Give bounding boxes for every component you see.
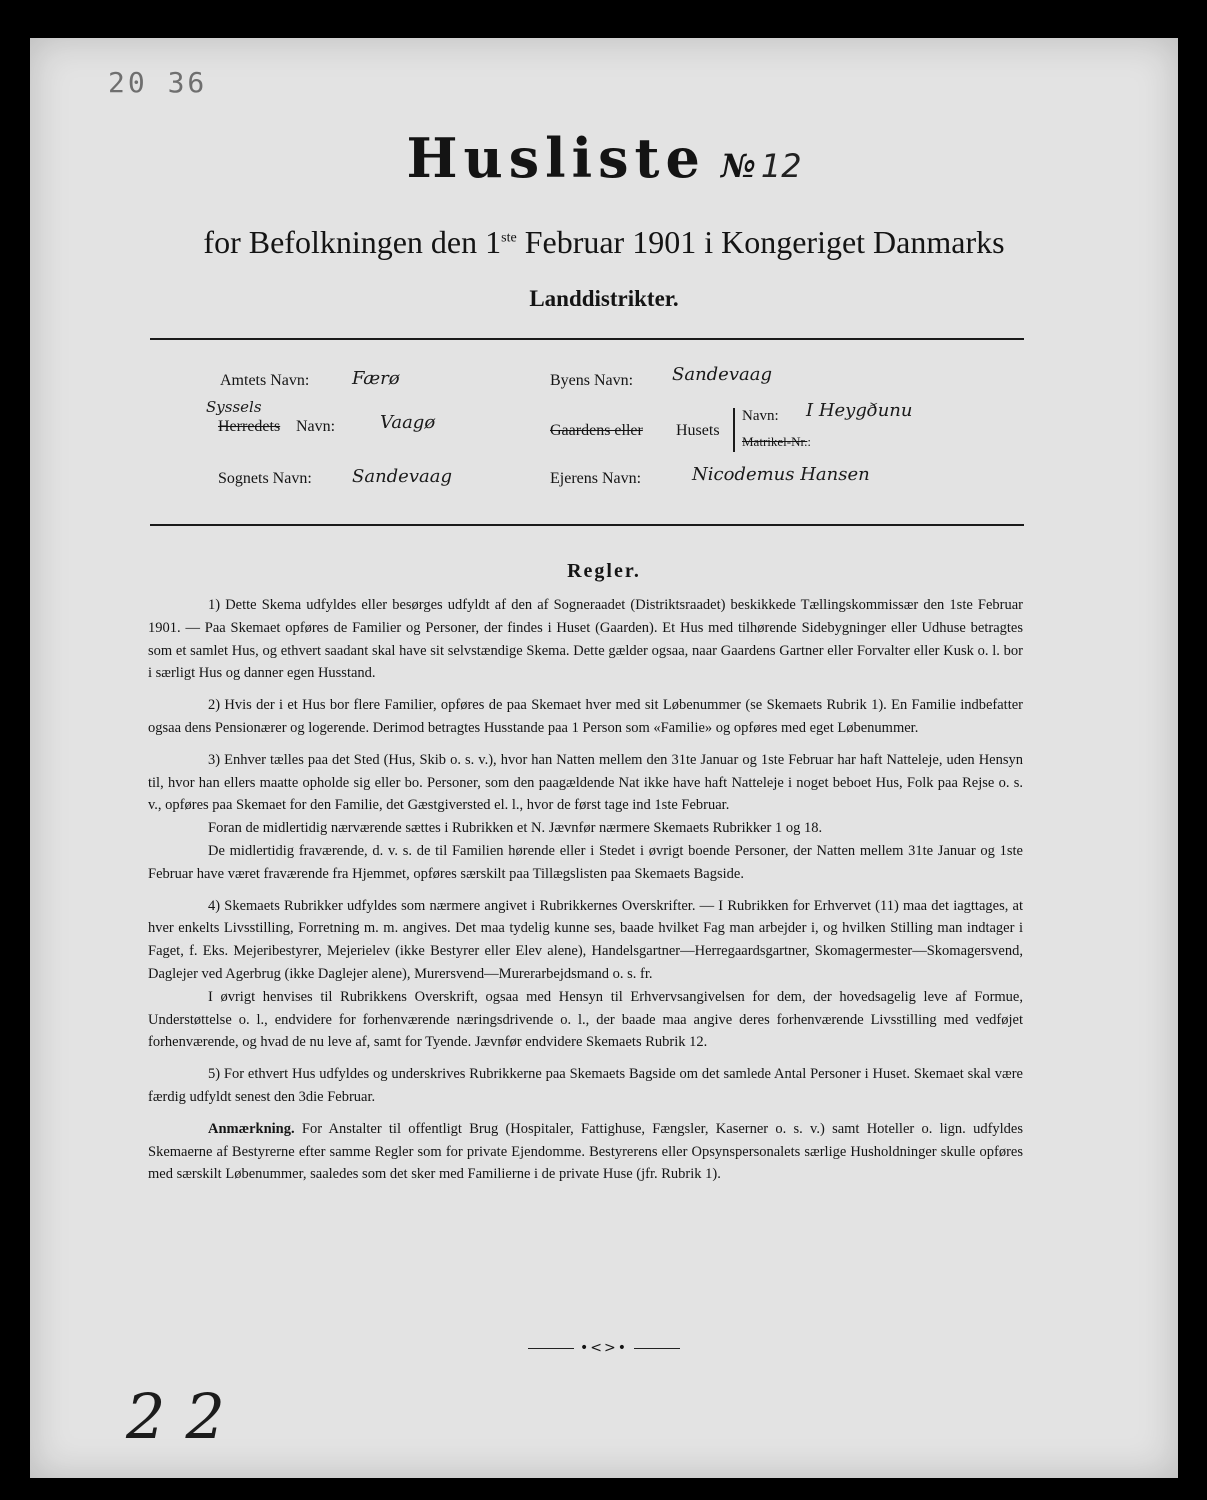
pencil-page-number: 22 <box>126 1380 245 1453</box>
rule-4b: I øvrigt henvises til Rubrikkens Overskrift, ogsaa med Hensyn til Erhvervsangivelsen for dem, der hovedsagelig leve af Formue, Understøttelse o. l., endvidere for forhenværende næringsdrivende o. l., der baade maa angive deres forhenværende Livsstilling med vedføjet forhenværende, og hvad de nu leve af, samt for Tyende. Jævnfør endvidere Skemaets Rubrik 12. <box>148 988 1023 1051</box>
rules-heading: Regler. <box>567 560 641 582</box>
amt-label: Amtets Navn: <box>220 372 310 389</box>
ornament-line-right <box>634 1348 680 1349</box>
hus-label: Husets <box>676 422 720 439</box>
ejer-label: Ejerens Navn: <box>550 470 642 487</box>
brace-line <box>733 408 735 452</box>
section-heading: Landdistrikter. <box>529 286 679 311</box>
matrikel-field <box>742 434 811 450</box>
ejer-value: Nicodemus Hansen <box>692 464 870 485</box>
herred-handwritten: Syssels <box>206 398 262 416</box>
ornament-glyph: •<>• <box>580 1340 628 1356</box>
note-label: Anmærkning. <box>208 1120 295 1137</box>
subtitle-sup: ste <box>501 230 517 246</box>
rules-body <box>148 594 1023 1195</box>
by-label: Byens Navn: <box>550 372 634 389</box>
number-value: 12 <box>760 147 802 185</box>
divider-bottom <box>150 524 1024 526</box>
sogn-label: Sognets Navn: <box>218 470 312 487</box>
navn-label: Navn: <box>742 408 779 424</box>
number-label: № <box>720 147 756 185</box>
matrikel-colon: : <box>807 434 811 449</box>
herred-label: Navn: <box>296 418 336 435</box>
page-title: Husliste <box>406 126 706 190</box>
rule-5: 5) For ethvert Hus udfyldes og underskrives Rubrikkerne paa Skemaets Bagside om det samlede Antal Personer i Huset. Skemaet skal være færdig udfyldt senest den 3die Februar. <box>148 1066 1023 1105</box>
rule-3c: De midlertidig fraværende, d. v. s. de til Familien hørende eller i Stedet i øvrigt boende Personer, der Natten mellem 31te Januar og 1ste Februar have været fraværende fra Hjemmet, opføres særskilt paa Tillægslisten paa Skemaets Bagside. <box>148 842 1023 882</box>
matrikel-struck: Matrikel-Nr. <box>742 434 808 449</box>
ornament-line-left <box>528 1348 574 1349</box>
rule-2: 2) Hvis der i et Hus bor flere Familier, opføres de paa Skemaet hver med sit Løbenummer (se Skemaets Rubrik 1). En Familie indbefatter ogsaa dens Pensionærer og logerende. Derimod betragtes Husstande paa 1 Person som «Familie» og opføres med eget Løbenummer. <box>148 697 1023 736</box>
pencil-archive-number: 20 36 <box>108 66 208 99</box>
title-block <box>30 126 1178 190</box>
rule-4a: 4) Skemaets Rubrikker udfyldes som nærmere angivet i Rubrikkernes Overskrifter. — I Rubrikken for Erhvervet (11) maa det iagttages, at hver enkelts Livsstilling, Forretning m. m. angives. Det maa tydelig kunne ses, baade hvilket Fag man arbejder i, og hvilken Stilling man indtager i Faget, f. Eks. Mejeribestyrer, Mejerielev (ikke Bestyrer eller Elev alene), Handelsgartner—Herregaardsgartner, Skomagermester—Skomagersvend, Daglejer ved Agerbrug (ikke Daglejer alene), Murersvend—Murerarbejdsmand o. s. fr. <box>148 897 1023 982</box>
herred-struck: Herredets <box>218 418 281 435</box>
census-form-page <box>30 38 1178 1478</box>
herred-value: Vaagø <box>380 412 436 433</box>
ornament-divider <box>30 1340 1178 1356</box>
note-text: For Anstalter til offentligt Brug (Hospitaler, Fattighuse, Fængsler, Kaserner o. s. v.) samt Hoteller o. lign. udfyldes Skemaerne af Bestyrerne efter samme Regler som for private Ejendomme. Bestyrerens eller Opsynspersonalets særlige Husholdninger skulle opføres med særskilt Løbenummer, saaledes som det sker med Familierne i de private Huse (jfr. Rubrik 1). <box>148 1120 1023 1183</box>
note-paragraph <box>148 1118 1023 1186</box>
subtitle-post: Februar 1901 i Kongeriget Danmarks <box>516 224 1005 260</box>
navn-value: I Heygðunu <box>806 400 913 421</box>
rule-3b: Foran de midlertidig nærværende sættes i Rubrikken et N. Jævnfør nærmere Skemaets Rubrikker 1 og 18. <box>208 820 823 837</box>
amt-value: Færø <box>352 368 400 389</box>
rule-1: 1) Dette Skema udfyldes eller besørges udfyldt af den af Sogneraadet (Distriktsraadet) beskikkede Tællingskommissær den 1ste Februar 1901. — Paa Skemaet opføres de Familier og Personer, der findes i Huset (Gaarden). Et Hus med tilhørende Sidebygninger eller Udhuse betragtes som et samlet Hus, og ethvert saadant skal have sit selvstændige Skema. Dette gælder ogsaa, naar Gaardens Gartner eller Forvalter eller Kusk o. l. bor i særligt Hus og danner egen Husstand. <box>148 597 1023 682</box>
hus-struck: Gaardens eller <box>550 422 643 439</box>
by-value: Sandevaag <box>672 364 772 385</box>
subtitle <box>30 224 1178 261</box>
sogn-value: Sandevaag <box>352 466 452 487</box>
subtitle-pre: for Befolkningen den 1 <box>203 224 502 260</box>
rule-3a: 3) Enhver tælles paa det Sted (Hus, Skib o. s. v.), hvor han Natten mellem den 31te Januar og 1ste Februar har haft Natteleje, uden Hensyn til, hvor han ellers maatte opholde sig eller bo. Personer, som den paagældende Nat ikke have haft Natteleje i noget beboet Hus, Folk paa Rejse o. s. v., opføres paa Skemaet for den Familie, det Gæstgiversted el. l., hvor de først tage ind 1ste Februar. <box>148 751 1023 814</box>
divider-top <box>150 338 1024 340</box>
